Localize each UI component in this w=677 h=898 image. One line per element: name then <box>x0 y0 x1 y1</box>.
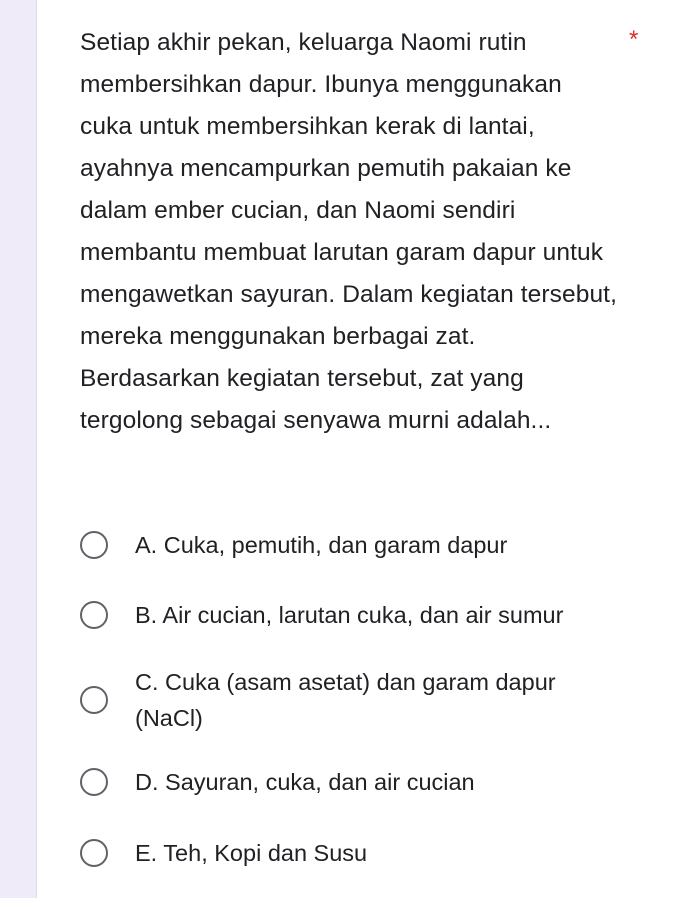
option-a-label[interactable]: A. Cuka, pemutih, dan garam dapur <box>135 532 508 558</box>
question-card <box>36 0 677 898</box>
radio-button[interactable] <box>80 839 108 867</box>
option-b-label[interactable]: B. Air cucian, larutan cuka, dan air sumur <box>135 602 564 628</box>
option-b[interactable] <box>80 597 640 633</box>
required-asterisk: * <box>629 26 639 53</box>
option-c-label[interactable]: C. Cuka (asam asetat) dan garam dapur (NaCl) <box>135 669 556 731</box>
option-e[interactable] <box>80 835 640 871</box>
radio-button[interactable] <box>80 686 108 714</box>
option-e-label[interactable]: E. Teh, Kopi dan Susu <box>135 840 368 866</box>
option-d-label[interactable]: D. Sayuran, cuka, dan air cucian <box>135 769 475 795</box>
radio-button[interactable] <box>80 601 108 629</box>
option-a[interactable] <box>80 527 640 563</box>
option-c[interactable] <box>80 664 640 736</box>
question-paragraph-2: Berdasarkan kegiatan tersebut, zat yang tergolong sebagai senyawa murni adalah... <box>80 365 552 434</box>
radio-button[interactable] <box>80 531 108 559</box>
question-text <box>80 22 620 442</box>
question-paragraph-1: Setiap akhir pekan, keluarga Naomi rutin membersihkan dapur. Ibunya menggunakan cuka untuk membersihkan kerak di lantai, ayahnya mencampurkan pemutih pakaian ke dalam ember cucian, dan Naomi sendiri membantu membuat larutan garam dapur untuk mengawetkan sayuran. Dalam kegiatan tersebut, mereka menggunakan berbagai zat. <box>80 29 617 350</box>
option-d[interactable] <box>80 764 640 800</box>
radio-button[interactable] <box>80 768 108 796</box>
